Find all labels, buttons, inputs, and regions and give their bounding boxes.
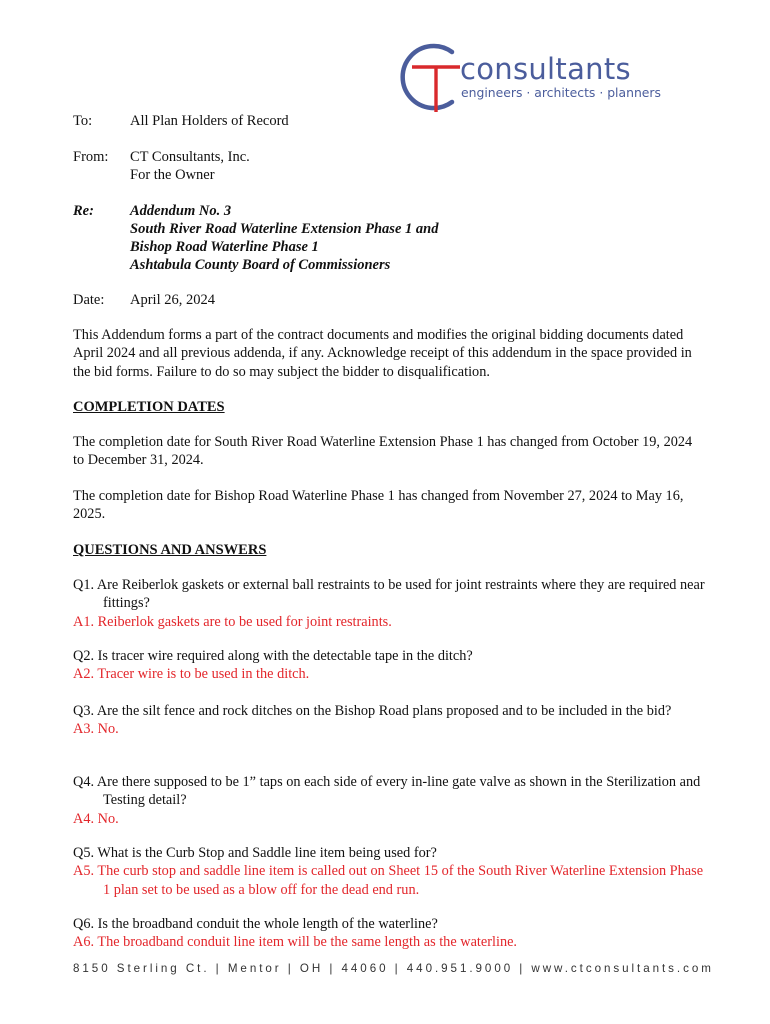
answer-5: A5. The curb stop and saddle line item is called out on Sheet 15 of the South River Waterline Extension Phase 1 plan set to be used as a blow off for the dead end run. [73, 863, 704, 898]
completion-paragraph-1: The completion date for South River Road Waterline Extension Phase 1 has changed from October 19, 2024 to December 31, 2024. [73, 434, 693, 469]
from-label: From: [73, 149, 109, 165]
question-2: Q2. Is tracer wire required along with the detectable tape in the ditch? [73, 648, 473, 664]
qa-item-3 [73, 702, 708, 739]
question-4: Q4. Are there supposed to be 1” taps on each side of every in-line gate valve as shown in the Sterilization and Testing detail? [73, 774, 701, 809]
answer-3: A3. No. [73, 721, 119, 738]
completion-paragraph-2: The completion date for Bishop Road Waterline Phase 1 has changed from November 27, 2024 to May 16, 2025. [73, 488, 684, 523]
answer-1: A1. Reiberlok gaskets are to be used for joint restraints. [73, 613, 392, 630]
ct-logo-icon [396, 42, 466, 114]
question-1: Q1. Are Reiberlok gaskets or external ball restraints to be used for joint restraints where they are required near fittings? [73, 577, 705, 612]
answer-4: A4. No. [73, 810, 119, 827]
date-value: April 26, 2024 [130, 292, 215, 308]
qa-item-4 [73, 773, 708, 828]
answer-6: A6. The broadband conduit line item will be the same length as the waterline. [73, 934, 518, 951]
re-line-addendum: Addendum No. 3 [130, 203, 232, 219]
qa-item-1 [73, 576, 708, 631]
question-5: Q5. What is the Curb Stop and Saddle line item being used for? [73, 845, 437, 861]
from-value-company: CT Consultants, Inc. [130, 149, 250, 165]
date-label: Date: [73, 292, 105, 308]
qa-item-2 [73, 647, 708, 684]
question-3: Q3. Are the silt fence and rock ditches on the Bishop Road plans proposed and to be included in the bid? [73, 703, 672, 719]
re-line-owner: Ashtabula County Board of Commissioners [130, 257, 391, 273]
company-logo [396, 42, 666, 114]
to-label: To: [73, 113, 93, 129]
qa-heading: QUESTIONS AND ANSWERS [73, 542, 267, 558]
re-label: Re: [73, 203, 94, 219]
re-line-project-2: Bishop Road Waterline Phase 1 [130, 239, 319, 255]
to-value: All Plan Holders of Record [130, 113, 289, 129]
footer-address: 8150 Sterling Ct. | Mentor | OH | 44060 | 440.951.9000 | www.ctconsultants.com [73, 962, 714, 975]
completion-dates-heading: COMPLETION DATES [73, 399, 225, 415]
re-line-project-1: South River Road Waterline Extension Phase 1 and [130, 221, 439, 237]
qa-item-5 [73, 844, 708, 899]
qa-item-6 [73, 915, 708, 952]
from-value-owner: For the Owner [130, 167, 215, 183]
answer-2: A2. Tracer wire is to be used in the ditch. [73, 666, 310, 683]
logo-brand-text: consultants [460, 52, 631, 86]
intro-paragraph: This Addendum forms a part of the contract documents and modifies the original bidding documents dated April 2024 and all previous addenda, if any. Acknowledge receipt of this addendum in the space provided in the bid forms. Failure to do so may subject the bidder to disqualification. [73, 327, 692, 380]
logo-tagline: engineers · architects · planners [461, 85, 661, 100]
question-6: Q6. Is the broadband conduit the whole length of the waterline? [73, 916, 438, 932]
